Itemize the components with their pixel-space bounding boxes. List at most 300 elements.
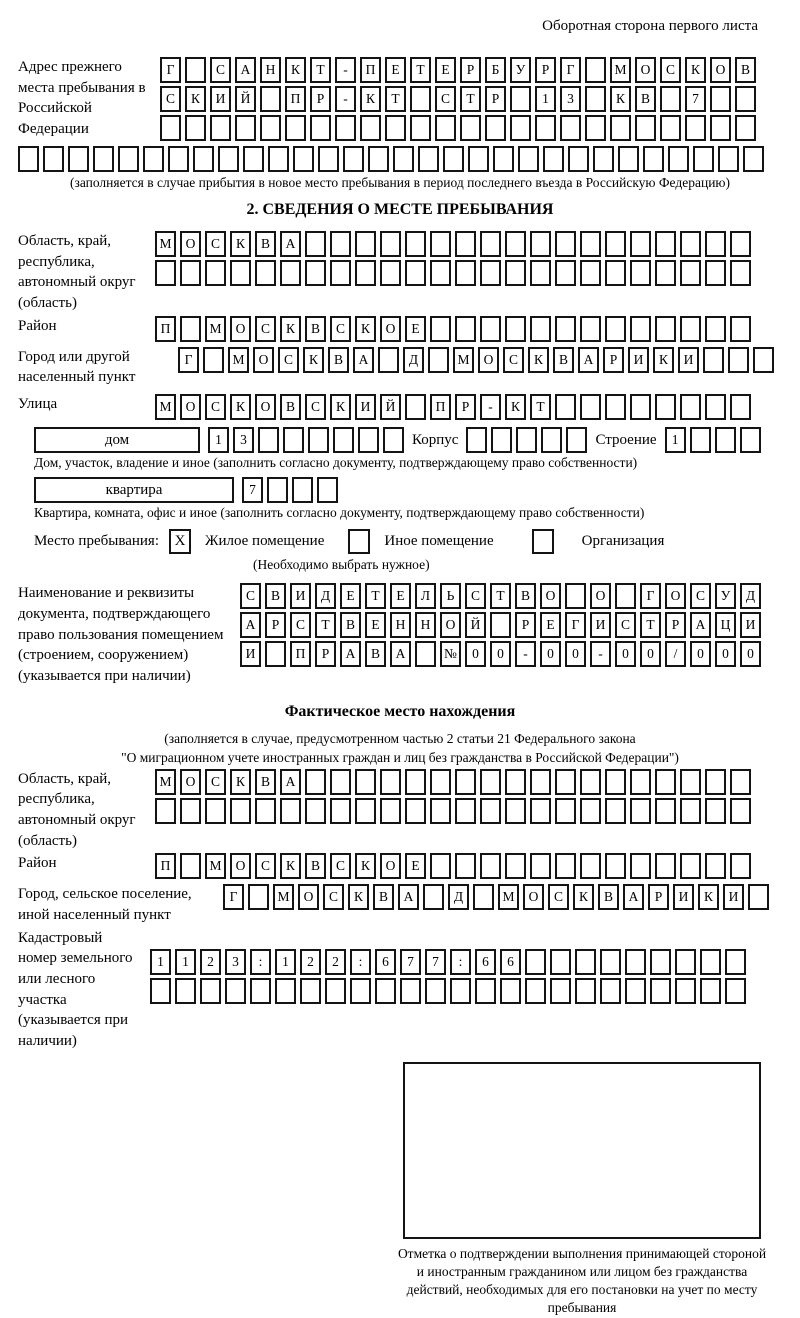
char-cell[interactable]	[703, 347, 724, 373]
char-cell[interactable]: И	[628, 347, 649, 373]
char-cell[interactable]: Е	[365, 612, 386, 638]
char-cell[interactable]	[490, 612, 511, 638]
char-cell[interactable]: К	[685, 57, 706, 83]
char-cell[interactable]: М	[498, 884, 519, 910]
char-cell[interactable]	[655, 260, 676, 286]
char-cell[interactable]: Н	[260, 57, 281, 83]
char-cell[interactable]	[566, 427, 587, 453]
char-cell[interactable]: К	[185, 86, 206, 112]
char-cell[interactable]: 1	[535, 86, 556, 112]
char-cell[interactable]	[585, 115, 606, 141]
char-cell[interactable]	[428, 347, 449, 373]
char-cell[interactable]	[368, 146, 389, 172]
char-cell[interactable]	[680, 231, 701, 257]
char-cell[interactable]: И	[240, 641, 261, 667]
char-cell[interactable]	[293, 146, 314, 172]
char-cell[interactable]	[343, 146, 364, 172]
char-cell[interactable]: В	[515, 583, 536, 609]
char-cell[interactable]	[308, 427, 329, 453]
char-cell[interactable]	[330, 798, 351, 824]
char-cell[interactable]: Г	[160, 57, 181, 83]
char-cell[interactable]	[255, 798, 276, 824]
char-cell[interactable]	[600, 949, 621, 975]
char-cell[interactable]	[660, 86, 681, 112]
char-cell[interactable]	[468, 146, 489, 172]
char-cell[interactable]	[530, 316, 551, 342]
residence-option-dwelling-checkbox[interactable]: X	[169, 529, 191, 554]
char-cell[interactable]	[333, 427, 354, 453]
char-cell[interactable]	[430, 798, 451, 824]
char-cell[interactable]	[275, 978, 296, 1004]
char-cell[interactable]: И	[723, 884, 744, 910]
char-cell[interactable]: С	[660, 57, 681, 83]
char-cell[interactable]	[355, 798, 376, 824]
char-cell[interactable]	[317, 477, 338, 503]
char-cell[interactable]	[705, 769, 726, 795]
char-cell[interactable]: А	[235, 57, 256, 83]
char-cell[interactable]: А	[690, 612, 711, 638]
char-cell[interactable]	[405, 231, 426, 257]
char-cell[interactable]: М	[273, 884, 294, 910]
char-cell[interactable]	[740, 427, 761, 453]
char-cell[interactable]: М	[155, 769, 176, 795]
char-cell[interactable]: К	[230, 231, 251, 257]
char-cell[interactable]: У	[510, 57, 531, 83]
char-cell[interactable]: 0	[715, 641, 736, 667]
char-cell[interactable]: 0	[615, 641, 636, 667]
char-cell[interactable]	[705, 394, 726, 420]
char-cell[interactable]	[305, 798, 326, 824]
char-cell[interactable]: В	[373, 884, 394, 910]
char-cell[interactable]	[605, 769, 626, 795]
char-cell[interactable]: 7	[685, 86, 706, 112]
char-cell[interactable]: Й	[380, 394, 401, 420]
char-cell[interactable]	[480, 769, 501, 795]
char-cell[interactable]: С	[330, 316, 351, 342]
char-cell[interactable]: №	[440, 641, 461, 667]
char-cell[interactable]	[318, 146, 339, 172]
char-cell[interactable]	[710, 86, 731, 112]
char-cell[interactable]	[400, 978, 421, 1004]
city-row[interactable]	[178, 347, 778, 373]
char-cell[interactable]: 2	[200, 949, 221, 975]
residence-option-other-checkbox[interactable]	[348, 529, 370, 554]
char-cell[interactable]	[455, 798, 476, 824]
char-cell[interactable]: П	[360, 57, 381, 83]
char-cell[interactable]: В	[255, 769, 276, 795]
char-cell[interactable]	[260, 86, 281, 112]
char-cell[interactable]	[480, 853, 501, 879]
char-cell[interactable]	[680, 769, 701, 795]
char-cell[interactable]	[593, 146, 614, 172]
char-cell[interactable]: Т	[385, 86, 406, 112]
char-cell[interactable]: С	[435, 86, 456, 112]
char-cell[interactable]: М	[610, 57, 631, 83]
char-cell[interactable]	[385, 115, 406, 141]
char-cell[interactable]	[205, 798, 226, 824]
char-cell[interactable]: П	[290, 641, 311, 667]
char-cell[interactable]	[535, 115, 556, 141]
char-cell[interactable]	[292, 477, 313, 503]
char-cell[interactable]: К	[348, 884, 369, 910]
char-cell[interactable]: Т	[410, 57, 431, 83]
char-cell[interactable]	[580, 316, 601, 342]
char-cell[interactable]	[265, 641, 286, 667]
char-cell[interactable]	[450, 978, 471, 1004]
char-cell[interactable]	[473, 884, 494, 910]
char-cell[interactable]	[725, 949, 746, 975]
char-cell[interactable]: 1	[150, 949, 171, 975]
char-cell[interactable]	[685, 115, 706, 141]
char-cell[interactable]	[230, 798, 251, 824]
apartment-box[interactable]: квартира	[34, 477, 234, 503]
char-cell[interactable]: О	[180, 231, 201, 257]
char-cell[interactable]: 0	[540, 641, 561, 667]
char-cell[interactable]	[193, 146, 214, 172]
char-cell[interactable]: О	[180, 769, 201, 795]
cadastral-row-1[interactable]	[150, 949, 750, 975]
char-cell[interactable]: А	[390, 641, 411, 667]
char-cell[interactable]	[530, 853, 551, 879]
char-cell[interactable]: Е	[405, 853, 426, 879]
char-cell[interactable]: Д	[448, 884, 469, 910]
char-cell[interactable]: С	[615, 612, 636, 638]
char-cell[interactable]	[68, 146, 89, 172]
char-cell[interactable]	[735, 86, 756, 112]
char-cell[interactable]: С	[330, 853, 351, 879]
char-cell[interactable]: Р	[460, 57, 481, 83]
char-cell[interactable]	[655, 798, 676, 824]
char-cell[interactable]: Е	[540, 612, 561, 638]
char-cell[interactable]	[505, 231, 526, 257]
char-cell[interactable]	[550, 949, 571, 975]
char-cell[interactable]	[555, 231, 576, 257]
char-cell[interactable]: У	[715, 583, 736, 609]
char-cell[interactable]: 0	[740, 641, 761, 667]
char-cell[interactable]	[530, 231, 551, 257]
char-cell[interactable]: О	[590, 583, 611, 609]
char-cell[interactable]	[485, 115, 506, 141]
char-cell[interactable]	[285, 115, 306, 141]
char-cell[interactable]	[380, 260, 401, 286]
char-cell[interactable]	[680, 394, 701, 420]
char-cell[interactable]	[705, 231, 726, 257]
char-cell[interactable]	[505, 798, 526, 824]
char-cell[interactable]	[585, 86, 606, 112]
char-cell[interactable]: О	[230, 853, 251, 879]
char-cell[interactable]	[480, 316, 501, 342]
char-cell[interactable]: К	[280, 316, 301, 342]
fact-region-row-1[interactable]	[155, 769, 755, 795]
char-cell[interactable]: В	[340, 612, 361, 638]
char-cell[interactable]	[405, 769, 426, 795]
char-cell[interactable]: Л	[415, 583, 436, 609]
char-cell[interactable]: К	[360, 86, 381, 112]
char-cell[interactable]	[180, 798, 201, 824]
char-cell[interactable]: О	[440, 612, 461, 638]
char-cell[interactable]: А	[353, 347, 374, 373]
region-row-1[interactable]	[155, 231, 755, 257]
char-cell[interactable]	[493, 146, 514, 172]
char-cell[interactable]: Р	[515, 612, 536, 638]
char-cell[interactable]	[330, 231, 351, 257]
char-cell[interactable]	[500, 978, 521, 1004]
char-cell[interactable]	[358, 427, 379, 453]
char-cell[interactable]	[525, 978, 546, 1004]
char-cell[interactable]	[310, 115, 331, 141]
char-cell[interactable]	[160, 115, 181, 141]
char-cell[interactable]: И	[673, 884, 694, 910]
char-cell[interactable]	[235, 115, 256, 141]
char-cell[interactable]	[625, 949, 646, 975]
char-cell[interactable]: С	[255, 316, 276, 342]
char-cell[interactable]	[730, 853, 751, 879]
char-cell[interactable]	[168, 146, 189, 172]
char-cell[interactable]	[203, 347, 224, 373]
house-number-cells[interactable]	[208, 427, 408, 453]
char-cell[interactable]	[660, 115, 681, 141]
char-cell[interactable]	[505, 260, 526, 286]
char-cell[interactable]	[730, 260, 751, 286]
char-cell[interactable]	[155, 798, 176, 824]
char-cell[interactable]: -	[335, 86, 356, 112]
char-cell[interactable]: 1	[175, 949, 196, 975]
char-cell[interactable]: Е	[405, 316, 426, 342]
char-cell[interactable]: К	[355, 853, 376, 879]
char-cell[interactable]	[728, 347, 749, 373]
char-cell[interactable]: И	[590, 612, 611, 638]
char-cell[interactable]	[605, 260, 626, 286]
cadastral-row-2[interactable]	[150, 978, 750, 1004]
char-cell[interactable]	[410, 115, 431, 141]
char-cell[interactable]: Д	[740, 583, 761, 609]
char-cell[interactable]: П	[155, 316, 176, 342]
char-cell[interactable]: В	[598, 884, 619, 910]
char-cell[interactable]: :	[250, 949, 271, 975]
char-cell[interactable]	[710, 115, 731, 141]
char-cell[interactable]: Н	[390, 612, 411, 638]
char-cell[interactable]: И	[355, 394, 376, 420]
char-cell[interactable]	[635, 115, 656, 141]
char-cell[interactable]	[700, 949, 721, 975]
char-cell[interactable]: М	[205, 316, 226, 342]
char-cell[interactable]	[250, 978, 271, 1004]
char-cell[interactable]	[530, 260, 551, 286]
char-cell[interactable]: А	[240, 612, 261, 638]
char-cell[interactable]	[580, 260, 601, 286]
char-cell[interactable]	[610, 115, 631, 141]
char-cell[interactable]: А	[578, 347, 599, 373]
char-cell[interactable]	[355, 231, 376, 257]
char-cell[interactable]	[435, 115, 456, 141]
char-cell[interactable]	[630, 260, 651, 286]
char-cell[interactable]: В	[328, 347, 349, 373]
char-cell[interactable]	[405, 798, 426, 824]
char-cell[interactable]: С	[323, 884, 344, 910]
house-box[interactable]: дом	[34, 427, 200, 453]
char-cell[interactable]	[615, 583, 636, 609]
char-cell[interactable]: К	[653, 347, 674, 373]
char-cell[interactable]	[705, 316, 726, 342]
char-cell[interactable]: К	[698, 884, 719, 910]
char-cell[interactable]: О	[253, 347, 274, 373]
char-cell[interactable]: Ь	[440, 583, 461, 609]
char-cell[interactable]	[555, 798, 576, 824]
char-cell[interactable]: О	[523, 884, 544, 910]
residence-option-organization-checkbox[interactable]	[532, 529, 554, 554]
char-cell[interactable]	[630, 394, 651, 420]
char-cell[interactable]	[565, 583, 586, 609]
char-cell[interactable]	[410, 86, 431, 112]
char-cell[interactable]: К	[303, 347, 324, 373]
char-cell[interactable]: 3	[560, 86, 581, 112]
char-cell[interactable]	[541, 427, 562, 453]
char-cell[interactable]: Т	[315, 612, 336, 638]
char-cell[interactable]: П	[285, 86, 306, 112]
char-cell[interactable]: Д	[403, 347, 424, 373]
char-cell[interactable]: Е	[340, 583, 361, 609]
char-cell[interactable]: Р	[455, 394, 476, 420]
char-cell[interactable]	[491, 427, 512, 453]
char-cell[interactable]	[150, 978, 171, 1004]
char-cell[interactable]: К	[330, 394, 351, 420]
char-cell[interactable]	[680, 853, 701, 879]
char-cell[interactable]	[335, 115, 356, 141]
char-cell[interactable]	[543, 146, 564, 172]
char-cell[interactable]: 7	[242, 477, 263, 503]
char-cell[interactable]	[510, 86, 531, 112]
char-cell[interactable]: М	[155, 231, 176, 257]
char-cell[interactable]: Т	[460, 86, 481, 112]
char-cell[interactable]: Р	[485, 86, 506, 112]
char-cell[interactable]	[260, 115, 281, 141]
char-cell[interactable]	[690, 427, 711, 453]
char-cell[interactable]: Й	[465, 612, 486, 638]
char-cell[interactable]: С	[305, 394, 326, 420]
char-cell[interactable]: 0	[640, 641, 661, 667]
char-cell[interactable]	[525, 949, 546, 975]
char-cell[interactable]	[415, 641, 436, 667]
char-cell[interactable]: К	[610, 86, 631, 112]
char-cell[interactable]: М	[205, 853, 226, 879]
char-cell[interactable]	[680, 798, 701, 824]
char-cell[interactable]: С	[210, 57, 231, 83]
char-cell[interactable]	[200, 978, 221, 1004]
char-cell[interactable]: С	[160, 86, 181, 112]
char-cell[interactable]	[480, 231, 501, 257]
char-cell[interactable]	[748, 884, 769, 910]
char-cell[interactable]	[505, 316, 526, 342]
char-cell[interactable]	[650, 978, 671, 1004]
char-cell[interactable]	[516, 427, 537, 453]
char-cell[interactable]	[430, 853, 451, 879]
char-cell[interactable]	[618, 146, 639, 172]
char-cell[interactable]	[375, 978, 396, 1004]
char-cell[interactable]	[715, 427, 736, 453]
char-cell[interactable]	[393, 146, 414, 172]
char-cell[interactable]: К	[355, 316, 376, 342]
char-cell[interactable]	[243, 146, 264, 172]
char-cell[interactable]	[675, 949, 696, 975]
char-cell[interactable]: В	[305, 853, 326, 879]
char-cell[interactable]: Р	[310, 86, 331, 112]
char-cell[interactable]: 2	[325, 949, 346, 975]
char-cell[interactable]	[280, 798, 301, 824]
char-cell[interactable]: С	[205, 231, 226, 257]
char-cell[interactable]	[258, 427, 279, 453]
char-cell[interactable]: С	[255, 853, 276, 879]
char-cell[interactable]: И	[678, 347, 699, 373]
char-cell[interactable]	[555, 853, 576, 879]
char-cell[interactable]	[143, 146, 164, 172]
char-cell[interactable]: :	[350, 949, 371, 975]
char-cell[interactable]: А	[398, 884, 419, 910]
char-cell[interactable]	[455, 260, 476, 286]
char-cell[interactable]: А	[623, 884, 644, 910]
char-cell[interactable]: Т	[530, 394, 551, 420]
char-cell[interactable]	[735, 115, 756, 141]
char-cell[interactable]	[505, 853, 526, 879]
char-cell[interactable]	[380, 231, 401, 257]
char-cell[interactable]	[575, 949, 596, 975]
char-cell[interactable]	[705, 798, 726, 824]
char-cell[interactable]	[18, 146, 39, 172]
document-row-2[interactable]	[240, 612, 765, 638]
char-cell[interactable]: 1	[208, 427, 229, 453]
char-cell[interactable]	[305, 260, 326, 286]
char-cell[interactable]	[518, 146, 539, 172]
char-cell[interactable]	[630, 853, 651, 879]
char-cell[interactable]	[405, 394, 426, 420]
char-cell[interactable]: С	[278, 347, 299, 373]
char-cell[interactable]	[555, 394, 576, 420]
fact-city-row[interactable]	[223, 884, 773, 910]
char-cell[interactable]: Д	[315, 583, 336, 609]
char-cell[interactable]	[430, 316, 451, 342]
char-cell[interactable]	[460, 115, 481, 141]
char-cell[interactable]: Г	[640, 583, 661, 609]
char-cell[interactable]: Р	[315, 641, 336, 667]
char-cell[interactable]	[175, 978, 196, 1004]
char-cell[interactable]: 7	[425, 949, 446, 975]
char-cell[interactable]: 3	[233, 427, 254, 453]
char-cell[interactable]	[300, 978, 321, 1004]
char-cell[interactable]	[700, 978, 721, 1004]
char-cell[interactable]	[580, 798, 601, 824]
char-cell[interactable]: Т	[490, 583, 511, 609]
char-cell[interactable]	[418, 146, 439, 172]
char-cell[interactable]: Р	[603, 347, 624, 373]
char-cell[interactable]: Г	[565, 612, 586, 638]
char-cell[interactable]	[630, 231, 651, 257]
char-cell[interactable]	[753, 347, 774, 373]
char-cell[interactable]: Р	[535, 57, 556, 83]
char-cell[interactable]: И	[210, 86, 231, 112]
char-cell[interactable]	[650, 949, 671, 975]
char-cell[interactable]: М	[155, 394, 176, 420]
char-cell[interactable]: О	[380, 316, 401, 342]
char-cell[interactable]	[625, 978, 646, 1004]
char-cell[interactable]	[118, 146, 139, 172]
char-cell[interactable]: В	[365, 641, 386, 667]
char-cell[interactable]	[443, 146, 464, 172]
char-cell[interactable]	[283, 427, 304, 453]
char-cell[interactable]: /	[665, 641, 686, 667]
char-cell[interactable]: С	[465, 583, 486, 609]
char-cell[interactable]	[455, 769, 476, 795]
char-cell[interactable]	[383, 427, 404, 453]
char-cell[interactable]	[580, 394, 601, 420]
